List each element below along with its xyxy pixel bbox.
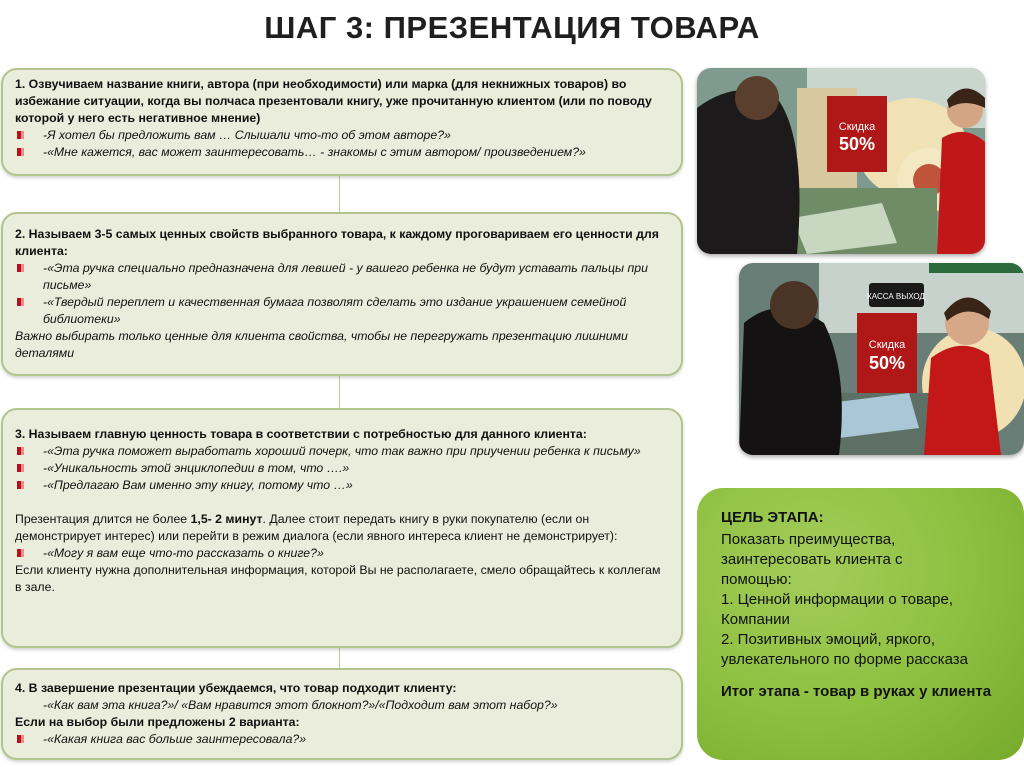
duration-value: 1,5- 2 минут [190, 512, 263, 526]
step-3-heading: 3. Называем главную ценность товара в соответствии с потребностью для данного клиента: [15, 427, 587, 441]
step-3-duration: Презентация длится не более 1,5- 2 минут. Далее стоит передать книгу в руки покупателю (если он демонстрирует интерес) или перейти в режим диалога (если явного интереса клиент не демонстрирует): [15, 512, 618, 543]
goal-line: увлекательного по форме рассказа [721, 651, 968, 668]
goal-result: Итог этапа - товар в руках у клиента [721, 683, 992, 700]
step-2-note: Важно выбирать только ценные для клиента свойства, чтобы не перегружать презентацию лишними деталями [15, 329, 628, 360]
step-3-bullet: -«Уникальность этой энциклопедии в том, что ….» [15, 460, 669, 477]
step-4-variants: Если на выбор были предложены 2 варианта: [15, 715, 300, 729]
page-title: ШАГ 3: ПРЕЗЕНТАЦИЯ ТОВАРА [264, 10, 760, 45]
step-1-box [1, 68, 683, 176]
step-2-bullet: -«Эта ручка специально предназначена для левшей - у вашего ребенка не будут уставать пальцы при письме» [15, 260, 669, 294]
connector-line [339, 176, 340, 212]
store-photo-bottom [739, 263, 1024, 455]
step-4-box [1, 668, 683, 760]
step-2-box [1, 212, 683, 376]
goal-line: Компании [721, 611, 790, 628]
goal-heading: ЦЕЛЬ ЭТАПА: [721, 509, 824, 526]
svg-text:Скидка: Скидка [838, 121, 876, 133]
svg-text:КАССА ВЫХОД: КАССА ВЫХОД [867, 292, 925, 301]
connector-line [339, 648, 340, 668]
step-3-bullet: -«Предлагаю Вам именно эту книгу, потому что …» [15, 477, 669, 494]
step-3-box [1, 408, 683, 648]
step-1-bullet: -«Мне кажется, вас может заинтересовать… - знакомы с этим автором/ произведением?» [15, 144, 669, 161]
goal-line: 2. Позитивных эмоций, яркого, [721, 631, 936, 648]
step-1-heading: 1. Озвучиваем название книги, автора (при необходимости) или марка (для некнижных товаров) во избежание ситуации, когда вы полчаса презентовали книгу, уже прочитанную клиентом (или по поводу которой у него есть негативное мнение) [15, 77, 652, 125]
goal-line: 1. Ценной информации о товаре, [721, 591, 953, 608]
goal-line: заинтересовать клиента с [721, 551, 903, 568]
goal-box [697, 488, 1024, 760]
step-3-bullet: -«Эта ручка поможет выработать хороший почерк, что так важно при приучении ребенка к письму» [15, 443, 669, 460]
step-2-heading: 2. Называем 3-5 самых ценных свойств выбранного товара, к каждому проговариваем его ценности для клиента: [15, 227, 659, 258]
step-2-bullet: -«Твердый переплет и качественная бумага позволят сделать это издание украшением семейной библиотеки» [15, 294, 669, 328]
connector-line [339, 376, 340, 408]
step-4-bullet: -«Какая книга вас больше заинтересовала?» [15, 731, 669, 748]
step-4-heading: 4. В завершение презентации убеждаемся, что товар подходит клиенту: [15, 681, 457, 695]
svg-text:Скидка: Скидка [868, 339, 906, 351]
store-photo-top [697, 68, 985, 254]
step-3-bullet: -«Могу я вам еще что-то рассказать о книге?» [15, 545, 669, 562]
step-3-colleagues: Если клиенту нужна дополнительная информация, которой Вы не располагаете, смело обращайтесь к коллегам в зале. [15, 563, 661, 594]
svg-text:50%: 50% [838, 134, 876, 154]
goal-line: Показать преимущества, [721, 531, 896, 548]
step-4-question: -«Как вам эта книга?»/ «Вам нравится этот блокнот?»/«Подходит вам этот набор?» [43, 698, 558, 712]
goal-line: помощью: [721, 571, 792, 588]
step-1-bullet: -Я хотел бы предложить вам … Слышали что-то об этом авторе?» [15, 127, 669, 144]
svg-text:50%: 50% [868, 353, 906, 373]
